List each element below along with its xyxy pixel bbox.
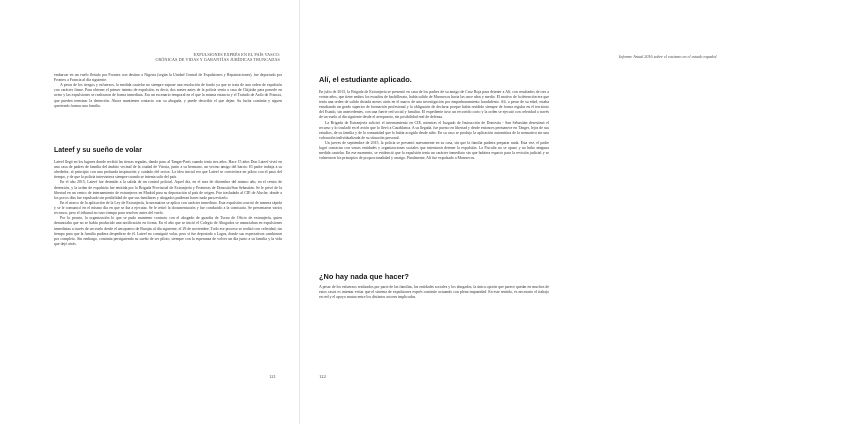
paragraph: A pesar de los riesgos y esfuerzos, la medida cautelar no siempre supone una resolución de fondo ya que se trata de una orden de expulsión con carácter firme. Para obtener el primer intento de expulsión, es decir, dos meses antes de la policía venía a casa de Chijioke para ponerle en aviso y las expulsiones se realizaron de forma inmediata. Era un escenario temporal en el que la misma estancia y el Tratado de Asilo de Francia, que pueden terminar la detención. Ahora mantienen contacto con su abogada, y puede describir el que dejan. Su lucha continúa y siguen queriendo formar una familia. [54,83,282,108]
paragraph: Por lo pronto, la organización lo que se pudo mantener contacto con el abogado de guardia de Turno de Oficio de extranjería, quien denunciaba que no se había producido una notificación en forma. En el año que se inició el Colegio de Abogados se anunciaban en expulsiones inmediatas a través de un vuelo desde el aeropuerto de Barajas al día siguiente, el 29 de noviembre. Todo ese proceso se realizó con celeridad, sin tiempo para que la familia pudiera despedirse de él. Lateef no consiguió volar, pero sí fue deportado a Lagos, donde sus expectativas cambiaron por completo. Sin embargo, continúa persiguiendo su sueño de ser piloto, siempre con la esperanza de volver un día junto a su familia y la vida que dejó atrás. [54,216,282,246]
right-page [300,0,717,424]
section-heading-lateef: Lateef y su sueño de volar [54,147,142,154]
header-line-1: EXPULSIONES EXPRÉS EN EL PAÍS VASCO: [193,52,280,57]
section-heading-nada: ¿No hay nada que hacer? [319,272,409,281]
paragraph: Lateef llegó en los lugares donde recibió las tierras regadas, dando paso al Tanger-París cuando tenía tres años. Hace 15 años Don Lateef vivió en una casa de padres de familia del ámbito vecinal de la ciudad de Vitoria, junto a su hermano, un vecino amigo del barrio. El padre trabaja a su alrededor, al principio con una profunda inspiración y cuidado del sector. La idea inicial era que Lateef se convirtiera en piloto con el paso del tiempo, y de que la policía interviniera siempre cuando se intenta salir del país. [54,160,282,180]
right-text-body [319,90,549,252]
left-text-top [54,73,282,109]
left-text-body [54,160,282,366]
paragraph: A pesar de los esfuerzos realizados por parte de las familias, las entidades sociales y los abogados, la única opción que parece quedar en muchos de estos casos es intentar evitar que el sistema de expulsiones exprés continúe actuando con plena impunidad. En este sentido, es necesario el trabajo en red y el apoyo mutuo entre los distintos actores implicados. [319,285,549,300]
left-section-heading [54,146,282,155]
right-heading-1-wrap [319,75,549,84]
section-heading-ali: Alí, el estudiante aplicado. [319,75,412,84]
paragraph: En julio de 2015, la Brigada de Extranjería se presentó en casa de los padres de su amigo de Cruz Roja para detener a Alí, con resultados de tres a veinte años, que tiene ambos los estudios de bachillerato, había salido de Marruecos hacia las once años y medio. El motivo de la detención era que tenía una orden de salida dictada meses atrás en el marco de una investigación por empadronamiento fraudulento. Alí, a pesar de su edad, estaba estudiando un grado superior de formación profesional y la obligación de declarar porque había residido siempre de forma regular en el territorio del Estado, sin antecedentes, con una fuerte red social y familiar. El expediente tuvo un recorrido corto y la orden se ejecutó con celeridad a través de un vuelo al día siguiente desde el aeropuerto, sin posibilidad real de defensa. [319,90,549,120]
page-number-left: 121 [269,374,276,379]
paragraph: En el marco de la aplicación de la Ley de Extranjería, la normativa se aplica con carácter inmediato. Esta expulsión ocurrió de manera rápida y se le comunicó en el mismo día en que se iba a ejecutar. Se le retiró la documentación y fue conducido a la comisaría. Se presentaron varios recursos, pero el tribunal no tuvo tiempo para resolver antes del vuelo. [54,200,282,216]
paragraph: La Brigada de Extranjería solicitó el internamiento en CIE, mientras el Juzgado de Instrucción de Donostia - San Sebastián desestimó el recurso y lo trasladó en el avión que lo llevó a Casablanca. A su llegada, fue puesto en libertad y desde entonces permanece en Tánger, lejos de sus estudios, de su familia y de la comunidad que lo había acogido desde niño. En su caso se produjo la aplicación automática de la normativa sin una valoración individualizada de su situación personal. [319,120,549,140]
left-page [0,0,300,424]
paragraph: embarcar en un vuelo fletado por Frontex con destino a Nigeria (según la Unidad Central de Expulsiones y Repatriaciones), fue deportado por Frontex a Francia al día siguiente. [54,73,282,83]
running-header-left [54,52,280,62]
paragraph: En el año 2015, Lateef fue detenido a la salida de un control policial. Aquel día, en el mes de diciembre del mismo año, en el centro de detención, y la orden de expulsión fue emitida por la Brigada Provincial de Extranjería y Fronteras de Donostia/San Sebastián. Se le privó de la libertad en un centro de internamiento de extranjeros en Madrid para su deportación al país de origen. Fue trasladado al CIE de Aluche, donde a los pocos días fue expulsado sin posibilidad de que sus familiares y abogados pudieran hacer nada para evitarlo. [54,180,282,200]
running-header-right: Informe Anual 2016 sobre el racismo en el estado español [619,54,717,59]
page-number-right: 122 [319,374,326,379]
paragraph: Un jueves de septiembre de 2015, la policía se presentó nuevamente en su casa, sin que la familia pudiera preparar nada. Esta vez, el padre logró contactar con varias entidades y organizaciones sociales que intentaron detener la expulsión. La Fiscalía no se opuso y no hubo ninguna medida cautelar. En ese momento, se evidenció que la expulsión tenía un carácter inmediato sin que hubiera espacio para la revisión judicial y se vulneraron los principios de proporcionalidad y arraigo. Finalmente, Alí fue expulsado a Marruecos. [319,141,549,161]
header-line-2: CRÓNICAS DE VIDAS Y GARANTÍAS JURÍDICAS TRUNCADAS [155,57,280,62]
right-text-bottom [319,285,549,337]
right-heading-2-wrap [319,272,549,281]
